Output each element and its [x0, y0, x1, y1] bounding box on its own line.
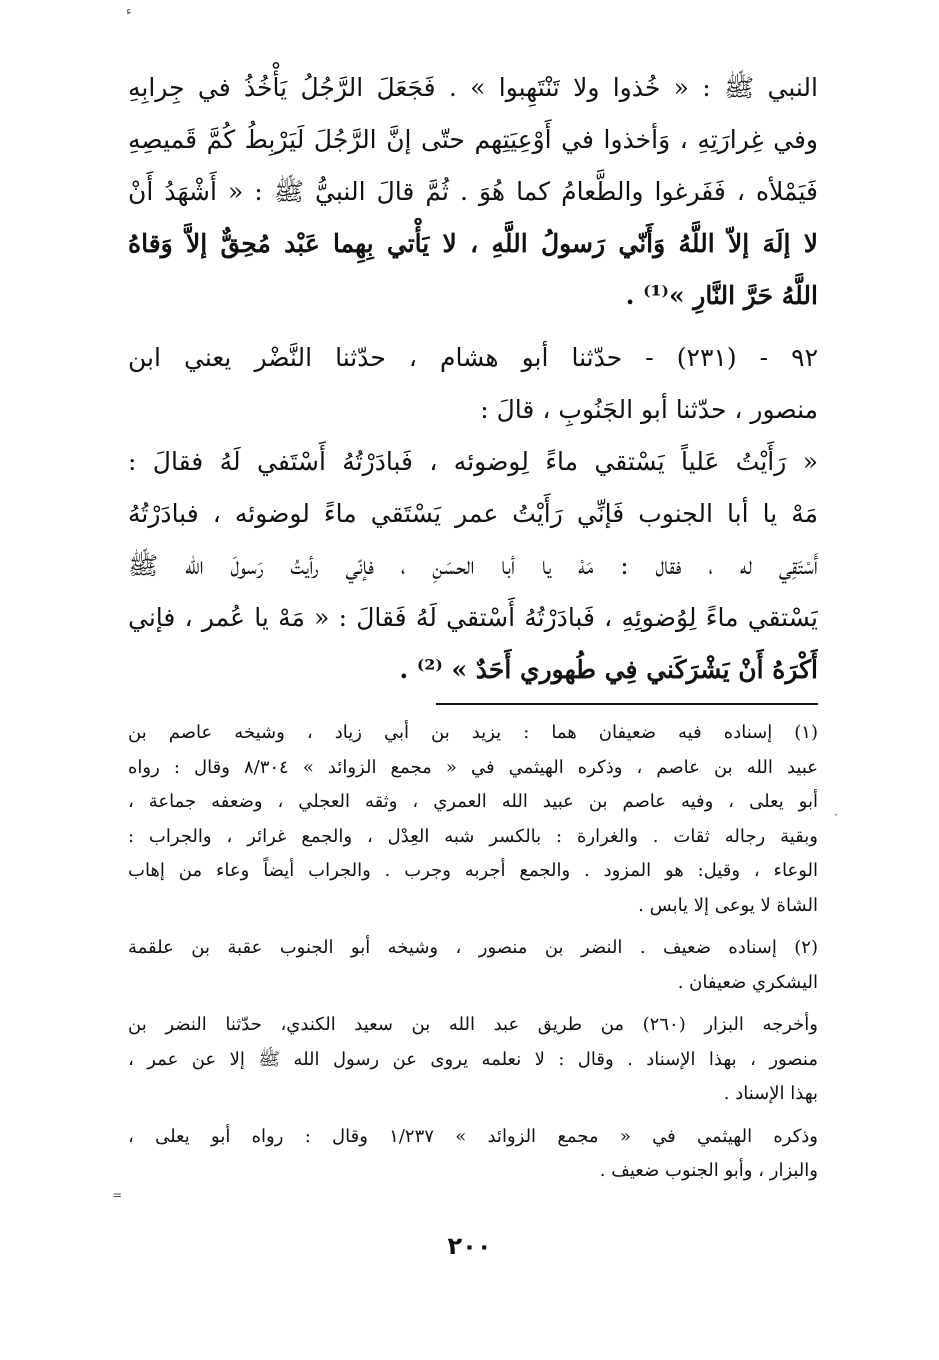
- footnote-line: الوعاء ، وقيل: هو المزود . والجمع أجربه وجرب . والجراب أيضاً وعاء من إهاب: [128, 860, 818, 881]
- text-line: يَسْتقي ماءً لِوُضوئِهِ ، فَبادَرْتُهُ أَسْتقي لَهُ فَقالَ : « مَهْ يا عُمر ، فإني: [128, 603, 818, 632]
- footnote-line: وأخرجه البزار (٢٦٠) من طريق عبد الله بن سعيد الكندي، حدّثنا النضر بن: [128, 1014, 818, 1035]
- text-line: أَكْرَهُ أَنْ يَشْرَكَني فِي طُهوري أَحَدٌ » ⁽²⁾ .: [399, 655, 818, 684]
- footnote-line: منصور ، بهذا الإسناد . وقال : لا نعلمه يروى عن رسول الله ﷺ إلا عن عمر ،: [128, 1048, 818, 1070]
- text-line: منصور ، حدّثنا أبو الجَنُوبِ ، قالَ :: [480, 395, 818, 424]
- text-line: أَسْتَقِي له ، فقال : مَهْ يا أبا الحسَنِ ، فإنّي رأيتُ رَسولَ الله ﷺ: [128, 551, 818, 580]
- text-line: اللَّهُ حَرَّ النَّارِ »⁽¹⁾ .: [625, 281, 818, 310]
- main-text: [128, 62, 818, 696]
- text-line: لا إلَهَ إلاّ اللَّهُ وَأَنّي رَسولُ اللَّهِ ، لا يَأْتي بِهِما عَبْد مُحِقٌّ إلاَّ وَقاهُ: [128, 229, 818, 258]
- footnotes: [128, 716, 818, 1189]
- text-line: « رَأَيْتُ عَلياً يَسْتقي ماءً لِوضوئه ، فَبادَرْتُهُ أَسْتَفي لَهُ فقالَ :: [128, 447, 818, 476]
- scan-mark: =: [112, 1188, 123, 1202]
- text-line: مَهْ يا أبا الجنوب فَإنِّي رَأَيْتُ عمر يَسْتَقي ماءً لوضوئه ، فبادَرْتُهُ: [128, 499, 818, 528]
- text-line: فَيَمْلأه ، فَفَرغوا والطَّعامُ كما هُوَ . ثُمَّ قالَ النبيُّ ﷺ : « أَشْهَدُ أَنْ: [128, 177, 818, 206]
- hadith-heading-line: ٩٢ - (٢٣١) - حدّثنا أبو هشام ، حدّثنا النَّضْر يعني ابن: [128, 343, 818, 372]
- footnote-line: (١) إسناده فيه ضعيفان هما : يزيد بن أبي زياد ، وشيخه عاصم بن: [128, 722, 818, 743]
- footnote-line: اليشكري ضعيفان .: [677, 971, 818, 993]
- footnote-line: وبقية رجاله ثقات . والغرارة : بالكسر شبه العِدْل ، والجمع غرائر ، والجراب :: [128, 825, 818, 847]
- footnote-line: أبو يعلى ، وفيه عاصم بن عبيد الله العمري ، وثقه العجلي ، وضعفه جماعة ،: [128, 791, 818, 812]
- footnote-line: والبزار ، وأبو الجنوب ضعيف .: [599, 1160, 818, 1181]
- footnote-line: بهذا الإسناد .: [723, 1083, 818, 1104]
- text-line: النبي ﷺ : « خُذوا ولا تَنْتَهِبوا » . فَجَعَلَ الرَّجُلُ يَأْخُذُ في جِرابِهِ: [128, 73, 818, 102]
- text-line: وفي غِرارَتِهِ ، وَأخذوا في أَوْعِيَتِهم حتّى إنَّ الرَّجُلَ لَيَرْبِطُ كُمَّ قَميصِهِ: [128, 125, 818, 154]
- footnote-line: عبيد الله بن عاصم ، وذكره الهيثمي في « مجمع الزوائد » ٨/٣٠٤ وقال : رواه: [128, 756, 818, 778]
- scan-speck: ·: [834, 808, 838, 822]
- footnote-separator: [436, 703, 818, 705]
- scan-speck: ء: [126, 4, 132, 18]
- footnote-line: وذكره الهيثمي في « مجمع الزوائد » ١/٢٣٧ وقال : رواه أبو يعلى ،: [128, 1125, 818, 1147]
- footnote-line: الشاة لا يوعى إلا يابس .: [638, 894, 818, 916]
- footnote-line: (٢) إسناده ضعيف . النضر بن منصور ، وشيخه أبو الجنوب عقبة بن علقمة: [128, 937, 818, 958]
- page-number: ٢٠٠: [447, 1232, 492, 1260]
